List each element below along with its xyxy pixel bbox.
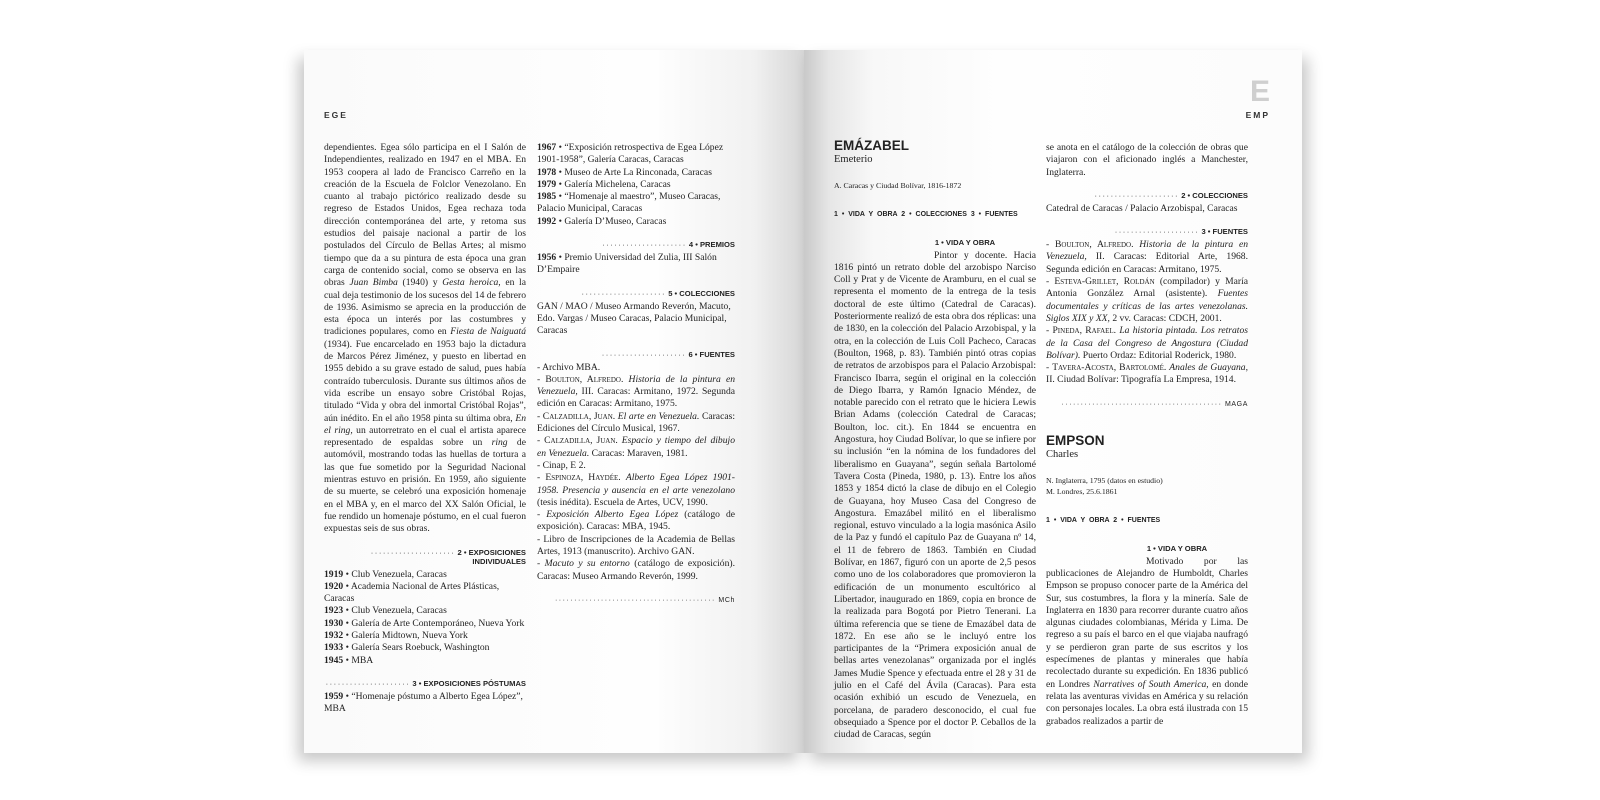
text-run: El arte en Venezuela. <box>617 410 700 422</box>
text-run: (1940) y <box>397 277 443 289</box>
text-run: en la cual deja testimonio de los sucesos del 14 de febrero de 1936. Asimismo se aprecia en la producción de esta época un interés por las costumbres y tradiciones populares, como en <box>324 277 526 338</box>
text-run: (catálogo de exposición). Caracas: MBA, 1945. <box>537 509 736 533</box>
text-run: Gesta heroica, <box>442 277 501 289</box>
text-run: - <box>537 509 547 521</box>
entry-given-name: Emeterio <box>834 154 873 165</box>
text-run: (catálogo de exposición). Caracas: Museo Armando Reverón, 1999. <box>537 558 735 582</box>
right-column-2 <box>1046 142 1248 728</box>
collections-text: Catedral de Caracas / Palacio Arzobispal, Caracas <box>1046 202 1238 214</box>
section-heading: ····················· 6 • FUENTES <box>601 349 735 359</box>
text-run: - <box>1046 239 1055 251</box>
item-text: • Club Venezuela, Caracas <box>343 568 447 580</box>
exhibition-list <box>324 569 526 667</box>
text-run: - Archivo MBA. <box>537 361 601 373</box>
text-run: Pintor y docente. Hacia 1816 pintó un retrato doble del arzobispo Narciso Coll y Prat y de Vicente de Aramburu, en el cual se representa el momento de la entrega de la tesis doctoral de este último (Catedral de Caracas). Posteriormente realizó de esta obra dos réplicas: una de 1830, en la colección del Palacio Arzobispal, y la otra, en la colección de Luis Coll Pacheco, Caracas (Boulton, 1968, p. 83). También pintó otras copias de retratos de arzobispos para el Palacio Arzobispal: Francisco Ibarra, según el original en la colección de Diego Ibarra, y Ramón Ignacio Méndez, de notable parecido con el retrato que le hiciera Lewis Brian Adams (colección Catedral de Caracas; Boulton, loc. cit.). En 1844 se encuentra en Angostura, hoy Ciudad Bolívar, lo que se infiere por su inclusión “en la nómina de los fundadores del liberalismo en Guayana”, según señala Bartolomé Tavera Costa (Pineda, 1980, p. 13). Entre los años 1853 y 1854 dictó la clase de dibujo en el Colegio de Guayana, hoy Museo Casa del Congreso de Angostura. Emazábel militó en el liberalismo regional, estuvo vinculado a la logia masónica Asilo de la Paz y fundó el capítulo Paz de Guayana nº 14, el 11 de febrero de 1863. También en Ciudad Bolívar, en 1867, figuró con un aporte de 2,5 pesos como uno de los colaboradores que promovieron la edificación de un monumento escultórico al Libertador, inaugurado en 1869, copia en bronce de la realizada para Bogotá por Pietro Tenerani. La última referencia que se tiene de Emazábel data de 1872. En ese año se le incluyó entre los participantes de la “Primera exposición anual de bellas artes venezolanas” organizada por el inglés James Mudie Spence y efectuada entre el 28 y 31 de julio en el Café del Ávila (Caracas). Para esta ocasión exhibió un escudo de Venezuela, en porcelana, de paradero desconocido, el cual fue obsequiado a Spence por el doctor P. Ceballos de la ciudad de Caracas, según <box>834 249 1036 741</box>
exhibition-list-cont <box>537 142 735 228</box>
open-book <box>304 50 1302 753</box>
source-item <box>1046 325 1248 362</box>
source-item <box>537 460 735 472</box>
running-head-left: EGE <box>324 110 348 120</box>
text-run: Boulton, Alfredo. <box>1054 239 1134 251</box>
text-run: Alberto Egea López 1901-1958. Presencia y ausencia en el arte venezolano <box>537 472 736 496</box>
source-item <box>537 558 735 583</box>
source-item <box>537 411 735 436</box>
section-heading: ····················· 3 • FUENTES <box>1114 227 1248 237</box>
list-item <box>537 142 735 167</box>
source-item <box>537 534 735 559</box>
item-text: • Galería D’Museo, Caracas <box>556 215 667 227</box>
list-item <box>324 630 526 642</box>
text-run: Puerto Ordaz: Editorial Roderick, 1980. <box>1080 349 1237 361</box>
text-run: Calzadilla, Juan. <box>542 410 616 422</box>
text-run: dependientes. Egea sólo participa en el I Salón de Independientes, realizado en 1947 en el MBA. En 1953 coopera al lado de Francisco Carreño en la creación de la Escuela de Folclor Venezolano. En cuanto al trabajo pictórico realizado desde su regreso de Estados Unidos, Egea rechaza toda dirección contemporánea del arte, y retoma sus estudios del paisaje nacional a partir de los postulados del Círculo de Bellas Artes; al mismo tiempo que da a su pintura de esta época una gran carga de contenido social, como se observa en las obras <box>324 142 526 289</box>
list-item <box>537 216 735 228</box>
entry-name: EMÁZABEL <box>834 138 909 153</box>
sources-list <box>1046 239 1248 387</box>
list-item <box>324 605 526 617</box>
year: 1978 <box>537 166 557 178</box>
text-run: Motivado por las publicaciones de Alejandro de Humboldt, Charles Empson se propuso conocer parte de la América del Sur, sus costumbres, la flora y la minería. Sale de Inglaterra en 1830 para recorrer durante cuatro años algunas ciudades colombianas, Mérida y Lima. De regreso a su país el barco en el que viajaba naufragó y se perdieron gran parte de sus escritos y los especímenes de plantas y minerales que había recolectado durante su expedición. En 1836 publicó en Londres <box>1046 555 1248 690</box>
text-run: Juan Bimba <box>349 277 398 289</box>
item-text: • Galería de Arte Contemporáneo, Nueva York <box>343 617 525 629</box>
left-page <box>304 50 804 753</box>
year: 1923 <box>324 605 344 617</box>
list-item <box>324 642 526 654</box>
source-item <box>537 362 735 374</box>
text-run: Espacio y tiempo del dibujo en Venezuela. <box>537 435 735 459</box>
source-item <box>537 472 735 509</box>
year: 1967 <box>537 142 557 153</box>
text-run: Narratives of South America, <box>1093 678 1209 690</box>
body-text <box>324 142 526 536</box>
item-text: • Premio Universidad del Zulia, III Salón D’Empaire <box>537 252 717 276</box>
continued-text: se anota en el catálogo de la colección de obras que viajaron con el aficionado inglés a Manchester, Inglaterra. <box>1046 142 1248 178</box>
text-run: 2 vv. Caracas: CDCH, 2001. <box>1109 312 1222 324</box>
text-run: Calzadilla, Juan. <box>544 435 618 447</box>
year: 1932 <box>324 629 344 641</box>
text-run: un autorretrato en el cual el artista aparece representado de espaldas sobre un <box>324 424 526 449</box>
list-item <box>537 179 735 191</box>
text-run: (tesis inédita). Escuela de Artes, UCV, 1990. <box>537 496 708 508</box>
list-item <box>324 618 526 630</box>
text-run: Tavera-Acosta, Bartolomé. <box>1052 362 1167 374</box>
text-run: Esteva-Grillet, Roldán <box>1054 276 1155 288</box>
year: 1959 <box>324 690 344 702</box>
text-run: Historia de la pintura en Venezuela, <box>1046 239 1249 263</box>
year: 1956 <box>537 252 557 264</box>
right-column-1 <box>834 138 1036 741</box>
awards-list <box>537 252 735 277</box>
running-head-right: EMP <box>1245 110 1270 120</box>
subsection-heading: 1 • VIDA Y OBRA <box>934 238 996 248</box>
year: 1920 <box>324 580 344 592</box>
source-item <box>537 509 735 534</box>
year: 1930 <box>324 617 344 629</box>
item-text: • “Homenaje póstumo a Alberto Egea López”, MBA <box>324 690 523 715</box>
text-run: - <box>537 373 546 385</box>
text-run: Boulton, Alfredo. <box>545 373 624 385</box>
text-run: II. Caracas: Editorial Arte, 1968. Segunda edición en Caracas: Armitano, 1975. <box>1046 251 1248 275</box>
list-item <box>537 252 735 277</box>
source-item <box>537 435 735 460</box>
author-signature: ·········································· MCh <box>554 596 735 604</box>
list-item <box>324 691 526 716</box>
item-text: • Galería Midtown, Nueva York <box>343 629 468 641</box>
entry-birth: N. Inglaterra, 1795 (datos en estudio) <box>1046 476 1163 486</box>
section-heading: ····················· 2 • COLECCIONES <box>1094 190 1248 200</box>
sources-list <box>537 362 735 583</box>
text-run: (1934). Fue encarcelado en 1953 bajo la dictadura de Marcos Pérez Jiménez, y puesto en libertad en 1955 debido a su grave estado de salud, pues había contraído tuberculosis. Durante sus últimos años de vida escribe un ensayo sobre Cristóbal Rojas, titulado “Vida y obra del inmortal Cristóbal Rojas”, aún inédito. En el año 1958 pinta su última obra, <box>324 338 526 424</box>
text-run: Espinoza, Haydée. <box>545 472 621 484</box>
entry-dates: A. Caracas y Ciudad Bolívar, 1816-1872 <box>834 181 962 190</box>
section-heading: ····················· 4 • PREMIOS <box>602 240 735 250</box>
text-run: (compilador) y María Antonia González Arnal (asistente). <box>1046 276 1248 300</box>
year: 1985 <box>537 191 557 203</box>
entry-given-name: Charles <box>1046 449 1079 461</box>
section-heading: ····················· 2 • EXPOSICIONES INDIVIDUALES <box>370 547 526 566</box>
entry-death: M. Londres, 25.6.1861 <box>1046 487 1118 497</box>
item-text: • Club Venezuela, Caracas <box>343 605 447 617</box>
year: 1979 <box>537 178 557 190</box>
entry-section-nav: 1 • VIDA Y OBRA 2 • COLECCIONES 3 • FUENTES <box>834 211 1018 218</box>
text-run: Caracas: Maraven, 1981. <box>589 447 688 459</box>
list-item <box>537 191 735 216</box>
item-text: • “Homenaje al maestro”, Museo Caracas, Palacio Municipal, Caracas <box>537 191 721 215</box>
text-run: - <box>537 435 545 447</box>
item-text: • Galería Sears Roebuck, Washington <box>343 642 490 654</box>
biography-text <box>834 250 1036 742</box>
text-run: Pineda, Rafael. <box>1052 325 1117 337</box>
text-run: Historia de la pintura en Venezuela, <box>537 373 735 398</box>
list-item <box>324 655 526 667</box>
item-text: • MBA <box>343 654 374 666</box>
subsection-heading: 1 • VIDA Y OBRA <box>1146 544 1208 554</box>
text-run: - <box>1046 362 1053 374</box>
section-letter: E <box>1249 75 1270 108</box>
author-signature: ·········································· MAGA <box>1061 400 1248 408</box>
source-item <box>1046 276 1248 325</box>
source-item <box>1046 362 1248 387</box>
year: 1919 <box>324 568 344 580</box>
text-run: ring <box>491 437 508 449</box>
text-run: Fuentes documentales y críticas de las artes venezolanas. Siglos XIX y XX, <box>1046 288 1248 324</box>
text-run: - <box>537 472 546 484</box>
text-run: La historia pintada. Los retratos de la Casa del Congreso de Angostura (Ciudad Bolívar). <box>1046 325 1248 361</box>
text-run: de automóvil, mostrando todas las huellas de tortura a las que fue sometido por la Seguridad Nacional mientras estuvo en prisión. En 1959, año siguiente de su muerte, se celebró una exposición homenaje en el MBA y, en el marco del XX Salón Oficial, le fue rendido un homenaje póstumo, en el cual fueron expuestas seis de sus obras. <box>324 437 526 535</box>
text-run: - Libro de Inscripciones de la Academia de Bellas Artes, 1913 (manuscrito). Archivo GAN. <box>537 533 735 558</box>
item-text: • “Exposición retrospectiva de Egea López 1901-1958”, Galería Caracas, Caracas <box>537 142 724 166</box>
left-column-2 <box>537 142 735 607</box>
item-text: • Academia Nacional de Artes Plásticas, Caracas <box>324 580 500 605</box>
year: 1945 <box>324 654 344 666</box>
text-run: Anales de Guayana, <box>1169 362 1249 374</box>
text-run: Caracas: Ediciones del Círculo Musical, 1967. <box>537 410 735 435</box>
list-item <box>324 569 526 581</box>
text-run: - <box>1046 276 1055 288</box>
text-run: - <box>537 410 543 422</box>
text-run: Fiesta de Naiguatá <box>450 326 526 338</box>
item-text: • Galería Michelena, Caracas <box>556 178 671 190</box>
right-page <box>804 50 1302 753</box>
collections-text: GAN / MAO / Museo Armando Reverón, Macuto, Edo. Vargas / Museo Caracas, Palacio Municipal, Caracas <box>537 300 731 337</box>
section-heading: ····················· 5 • COLECCIONES <box>581 288 735 298</box>
list-item <box>324 581 526 606</box>
entry-section-nav: 1 • VIDA Y OBRA 2 • FUENTES <box>1046 517 1161 525</box>
posthumous-list <box>324 691 526 716</box>
entry-name: EMPSON <box>1046 433 1105 449</box>
biography-text <box>1046 556 1248 728</box>
text-run: - <box>537 558 545 570</box>
year: 1933 <box>324 642 344 654</box>
text-run: en donde relata las aventuras vividas en América y su relación con personajes locales. La obra está ilustrada con 15 grabados realizados a partir de <box>1046 678 1248 727</box>
text-run: III. Caracas: Armitano, 1972. Segunda edición en Caracas: Armitano, 1975. <box>537 386 735 410</box>
section-heading: ····················· 3 • EXPOSICIONES PÓSTUMAS <box>325 678 526 688</box>
text-run: Exposición Alberto Egea López <box>546 509 679 521</box>
left-column-1 <box>324 142 526 715</box>
text-run: En el ring, <box>324 412 526 436</box>
list-item <box>537 167 735 179</box>
source-item <box>1046 239 1248 276</box>
text-run: - Cinap, E 2. <box>537 459 586 471</box>
text-run: Macuto y su entorno <box>544 558 630 570</box>
year: 1992 <box>537 215 557 227</box>
item-text: • Museo de Arte La Rinconada, Caracas <box>556 166 712 178</box>
text-run: - <box>1046 325 1053 337</box>
source-item <box>537 374 735 411</box>
text-run: II. Ciudad Bolívar: Tipografía La Empresa, 1914. <box>1046 374 1236 386</box>
